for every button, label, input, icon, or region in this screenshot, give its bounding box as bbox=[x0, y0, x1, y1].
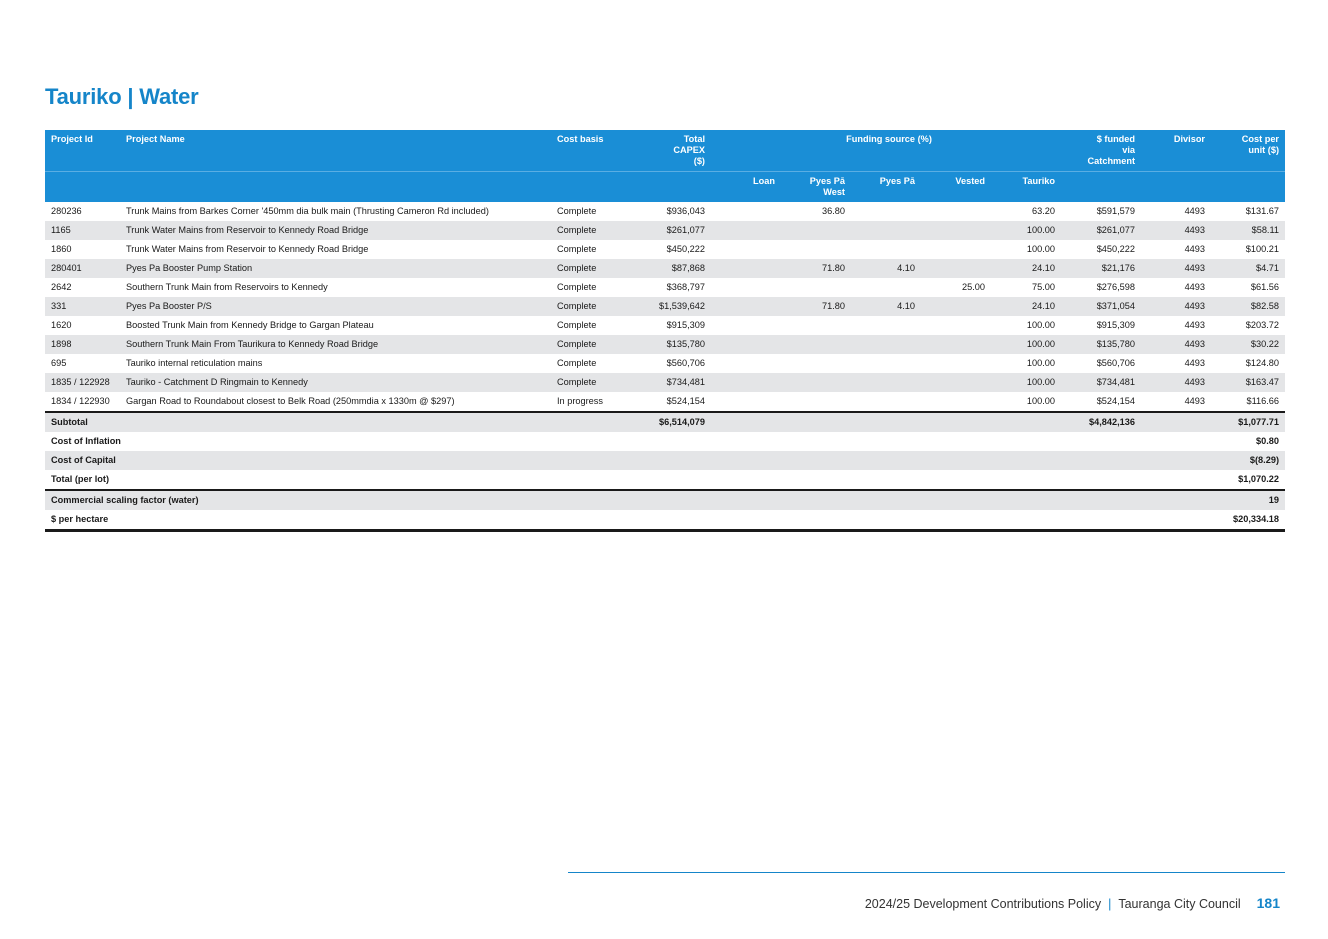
header-funded-via-catchment: $ funded via Catchment bbox=[1067, 130, 1141, 172]
cell-project-name: Southern Trunk Main From Taurikura to Kennedy Road Bridge bbox=[120, 335, 551, 354]
header-pyes-pa: Pyes Pā bbox=[851, 172, 921, 203]
cell-cost-basis: Complete bbox=[557, 244, 597, 254]
inflation-label: Cost of Inflation bbox=[51, 436, 121, 446]
cell-tauriko: 100.00 bbox=[991, 335, 1067, 354]
cell-tauriko: 100.00 bbox=[1026, 320, 1056, 330]
cell-loan bbox=[711, 316, 781, 335]
header-project-name: Project Name bbox=[120, 130, 551, 172]
cell-tauriko: 24.10 bbox=[991, 297, 1067, 316]
cell-project-id: 1835 / 122928 bbox=[45, 373, 120, 392]
cell-vested bbox=[921, 373, 991, 392]
header-divisor: Divisor bbox=[1141, 130, 1211, 172]
header-cost-per-unit: Cost per unit ($) bbox=[1211, 130, 1285, 172]
cell-vested bbox=[921, 335, 991, 354]
cell-funded-via-catchment: $560,706 bbox=[1096, 358, 1136, 368]
cell-vested bbox=[921, 259, 991, 278]
capital-value: $(8.29) bbox=[1211, 451, 1285, 470]
cell-pyes-pa bbox=[851, 335, 921, 354]
cell-funded-via-catchment: $450,222 bbox=[1096, 244, 1136, 254]
cell-total-capex: $261,077 bbox=[637, 221, 711, 240]
cell-pyes-pa-west bbox=[781, 278, 851, 297]
subtotal-cost-per-unit: $1,077.71 bbox=[1211, 412, 1285, 432]
total-label: Total (per lot) bbox=[51, 474, 110, 484]
cell-pyes-pa bbox=[851, 373, 921, 392]
cell-total-capex: $936,043 bbox=[666, 206, 705, 216]
cell-tauriko: 100.00 bbox=[1026, 358, 1056, 368]
capital-label: Cost of Capital bbox=[45, 451, 637, 470]
table-row bbox=[45, 373, 1285, 392]
cell-total-capex: $734,481 bbox=[637, 373, 711, 392]
cell-project-name: Trunk Water Mains from Reservoir to Kennedy Road Bridge bbox=[126, 244, 369, 254]
capital-row bbox=[45, 451, 1285, 470]
scaling-row bbox=[45, 490, 1285, 510]
cell-cost-basis: Complete bbox=[551, 297, 637, 316]
cell-cost-per-unit: $163.47 bbox=[1211, 373, 1285, 392]
total-row bbox=[45, 470, 1285, 490]
header-tauriko: Tauriko bbox=[991, 172, 1067, 203]
cell-funded-via-catchment: $591,579 bbox=[1096, 206, 1136, 216]
subheader-row bbox=[45, 172, 1285, 203]
cell-pyes-pa bbox=[851, 221, 921, 240]
cell-project-name: Trunk Mains from Barkes Corner '450mm dia bulk main (Thrusting Cameron Rd included) bbox=[126, 206, 489, 216]
cell-vested bbox=[921, 354, 991, 373]
cell-total-capex: $450,222 bbox=[666, 244, 705, 254]
cell-tauriko: 100.00 bbox=[1026, 244, 1056, 254]
cell-cost-basis: Complete bbox=[551, 373, 637, 392]
cell-vested bbox=[921, 221, 991, 240]
cell-project-name: Pyes Pa Booster Pump Station bbox=[120, 259, 551, 278]
cell-total-capex: $560,706 bbox=[666, 358, 705, 368]
cell-loan bbox=[711, 335, 781, 354]
total-value: $1,070.22 bbox=[1238, 474, 1280, 484]
cell-funded-via-catchment: $261,077 bbox=[1067, 221, 1141, 240]
water-projects-table bbox=[45, 130, 1285, 532]
cell-vested bbox=[921, 297, 991, 316]
cell-divisor: 4493 bbox=[1141, 221, 1211, 240]
cell-project-name: Tauriko - Catchment D Ringmain to Kennedy bbox=[120, 373, 551, 392]
cell-pyes-pa-west bbox=[781, 354, 851, 373]
cell-cost-per-unit: $30.22 bbox=[1211, 335, 1285, 354]
cell-loan bbox=[711, 373, 781, 392]
cell-pyes-pa bbox=[851, 316, 921, 335]
cell-vested bbox=[921, 240, 991, 259]
cell-project-id: 695 bbox=[51, 358, 67, 368]
cell-tauriko: 100.00 bbox=[1026, 396, 1056, 406]
cell-project-name: Gargan Road to Roundabout closest to Belk Road (250mmdia x 1330m @ $297) bbox=[126, 396, 455, 406]
cell-cost-per-unit: $116.66 bbox=[1246, 396, 1280, 406]
cell-pyes-pa-west bbox=[781, 373, 851, 392]
cell-pyes-pa-west bbox=[781, 221, 851, 240]
cell-loan bbox=[711, 392, 781, 412]
scaling-value: 19 bbox=[1211, 490, 1285, 510]
header-vested: Vested bbox=[921, 172, 991, 203]
cell-divisor: 4493 bbox=[1141, 335, 1211, 354]
cell-loan bbox=[711, 354, 781, 373]
cell-loan bbox=[711, 278, 781, 297]
cell-project-name: Boosted Trunk Main from Kennedy Bridge to Gargan Plateau bbox=[126, 320, 374, 330]
cell-total-capex: $87,868 bbox=[637, 259, 711, 278]
cell-project-id: 1165 bbox=[45, 221, 120, 240]
cell-funded-via-catchment: $276,598 bbox=[1096, 282, 1136, 292]
cell-funded-via-catchment: $734,481 bbox=[1067, 373, 1141, 392]
cell-cost-per-unit: $131.67 bbox=[1245, 206, 1280, 216]
scaling-label: Commercial scaling factor (water) bbox=[45, 490, 637, 510]
cell-cost-per-unit: $4.71 bbox=[1211, 259, 1285, 278]
cell-divisor: 4493 bbox=[1141, 297, 1211, 316]
cell-vested bbox=[921, 316, 991, 335]
cell-tauriko: 100.00 bbox=[991, 373, 1067, 392]
cell-project-id: 1834 / 122930 bbox=[51, 396, 110, 406]
cell-loan bbox=[711, 240, 781, 259]
header-row bbox=[45, 130, 1285, 172]
cell-funded-via-catchment: $524,154 bbox=[1096, 396, 1136, 406]
subtotal-row bbox=[45, 412, 1285, 432]
cell-cost-per-unit: $58.11 bbox=[1211, 221, 1285, 240]
cell-tauriko: 75.00 bbox=[1032, 282, 1056, 292]
header-funding-source: Funding source (%) bbox=[711, 130, 1067, 172]
cell-pyes-pa: 4.10 bbox=[851, 259, 921, 278]
header-pyes-pa-west: Pyes Pā West bbox=[781, 172, 851, 203]
cell-cost-basis: Complete bbox=[551, 335, 637, 354]
cell-pyes-pa-west: 71.80 bbox=[781, 259, 851, 278]
cell-tauriko: 100.00 bbox=[991, 221, 1067, 240]
cell-cost-per-unit: $100.21 bbox=[1245, 244, 1280, 254]
cell-pyes-pa-west: 71.80 bbox=[781, 297, 851, 316]
footer-divider bbox=[568, 872, 1285, 873]
hectare-label: $ per hectare bbox=[45, 510, 637, 531]
hectare-row bbox=[45, 510, 1285, 531]
header-total-capex: Total CAPEX ($) bbox=[637, 130, 711, 172]
cell-vested bbox=[921, 202, 991, 221]
cell-pyes-pa-west bbox=[781, 335, 851, 354]
cell-vested bbox=[921, 392, 991, 412]
cell-tauriko: 24.10 bbox=[991, 259, 1067, 278]
cell-pyes-pa-west bbox=[781, 392, 851, 412]
inflation-row bbox=[45, 432, 1285, 451]
cell-cost-per-unit: $82.58 bbox=[1211, 297, 1285, 316]
cell-divisor: 4493 bbox=[1184, 358, 1206, 368]
table-row bbox=[45, 297, 1285, 316]
cell-loan bbox=[711, 297, 781, 316]
table-row bbox=[45, 354, 1285, 373]
table-row bbox=[45, 316, 1285, 335]
cell-pyes-pa-west bbox=[781, 240, 851, 259]
cell-project-id: 2642 bbox=[51, 282, 72, 292]
header-project-id: Project Id bbox=[45, 130, 120, 172]
cell-pyes-pa: 4.10 bbox=[851, 297, 921, 316]
cell-pyes-pa bbox=[851, 392, 921, 412]
cell-tauriko: 63.20 bbox=[1032, 206, 1056, 216]
cell-total-capex: $135,780 bbox=[637, 335, 711, 354]
cell-pyes-pa bbox=[851, 278, 921, 297]
cell-divisor: 4493 bbox=[1184, 282, 1206, 292]
inflation-value: $0.80 bbox=[1256, 436, 1280, 446]
subtotal-label: Subtotal bbox=[45, 412, 637, 432]
table-row bbox=[45, 335, 1285, 354]
table-row bbox=[45, 202, 1285, 221]
cell-loan bbox=[711, 221, 781, 240]
cell-pyes-pa-west bbox=[781, 316, 851, 335]
cell-cost-basis: Complete bbox=[551, 259, 637, 278]
cell-cost-basis: Complete bbox=[551, 221, 637, 240]
cell-total-capex: $915,309 bbox=[666, 320, 705, 330]
cell-project-id: 331 bbox=[45, 297, 120, 316]
table-row bbox=[45, 240, 1285, 259]
cell-divisor: 4493 bbox=[1184, 320, 1206, 330]
cell-project-name: Southern Trunk Main from Reservoirs to Kennedy bbox=[126, 282, 328, 292]
cell-project-name: Pyes Pa Booster P/S bbox=[120, 297, 551, 316]
cell-funded-via-catchment: $371,054 bbox=[1067, 297, 1141, 316]
header-cost-basis: Cost basis bbox=[551, 130, 637, 172]
header-loan: Loan bbox=[711, 172, 781, 203]
cell-total-capex: $368,797 bbox=[666, 282, 705, 292]
cell-cost-per-unit: $61.56 bbox=[1250, 282, 1280, 292]
table-row bbox=[45, 392, 1285, 412]
page-title: Tauriko | Water bbox=[45, 84, 199, 109]
cell-project-id: 280236 bbox=[51, 206, 82, 216]
cell-funded-via-catchment: $21,176 bbox=[1067, 259, 1141, 278]
cell-total-capex: $1,539,642 bbox=[637, 297, 711, 316]
hectare-value: $20,334.18 bbox=[1211, 510, 1285, 531]
footer-separator: | bbox=[1108, 897, 1112, 911]
cell-vested: 25.00 bbox=[962, 282, 985, 292]
cell-project-id: 280401 bbox=[45, 259, 120, 278]
page-footer bbox=[865, 895, 1280, 911]
cell-project-name: Tauriko internal reticulation mains bbox=[126, 358, 263, 368]
subtotal-funded: $4,842,136 bbox=[1067, 412, 1141, 432]
cell-project-name: Trunk Water Mains from Reservoir to Kennedy Road Bridge bbox=[120, 221, 551, 240]
cell-divisor: 4493 bbox=[1141, 259, 1211, 278]
cell-cost-per-unit: $124.80 bbox=[1245, 358, 1280, 368]
cell-pyes-pa-west: 36.80 bbox=[822, 206, 845, 216]
table-row bbox=[45, 259, 1285, 278]
cell-pyes-pa bbox=[851, 240, 921, 259]
footer-council: Tauranga City Council bbox=[1118, 897, 1241, 911]
cell-pyes-pa bbox=[851, 354, 921, 373]
cell-project-id: 1898 bbox=[45, 335, 120, 354]
cell-loan bbox=[711, 259, 781, 278]
cell-divisor: 4493 bbox=[1141, 373, 1211, 392]
cell-project-id: 1620 bbox=[51, 320, 72, 330]
cell-divisor: 4493 bbox=[1184, 244, 1206, 254]
cell-divisor: 4493 bbox=[1184, 206, 1206, 216]
cell-cost-basis: Complete bbox=[557, 320, 597, 330]
table-row bbox=[45, 278, 1285, 297]
page-number: 181 bbox=[1256, 895, 1280, 911]
cell-funded-via-catchment: $135,780 bbox=[1067, 335, 1141, 354]
cell-cost-basis: In progress bbox=[557, 396, 603, 406]
cell-total-capex: $524,154 bbox=[666, 396, 705, 406]
cell-cost-basis: Complete bbox=[557, 358, 597, 368]
cell-pyes-pa bbox=[851, 202, 921, 221]
subtotal-capex: $6,514,079 bbox=[637, 412, 711, 432]
cell-project-id: 1860 bbox=[51, 244, 72, 254]
cell-divisor: 4493 bbox=[1184, 396, 1206, 406]
cell-loan bbox=[711, 202, 781, 221]
footer-policy: 2024/25 Development Contributions Policy bbox=[864, 897, 1102, 911]
table-row bbox=[45, 221, 1285, 240]
cell-cost-per-unit: $203.72 bbox=[1245, 320, 1280, 330]
cell-funded-via-catchment: $915,309 bbox=[1096, 320, 1136, 330]
cell-cost-basis: Complete bbox=[557, 282, 597, 292]
cell-cost-basis: Complete bbox=[557, 206, 597, 216]
